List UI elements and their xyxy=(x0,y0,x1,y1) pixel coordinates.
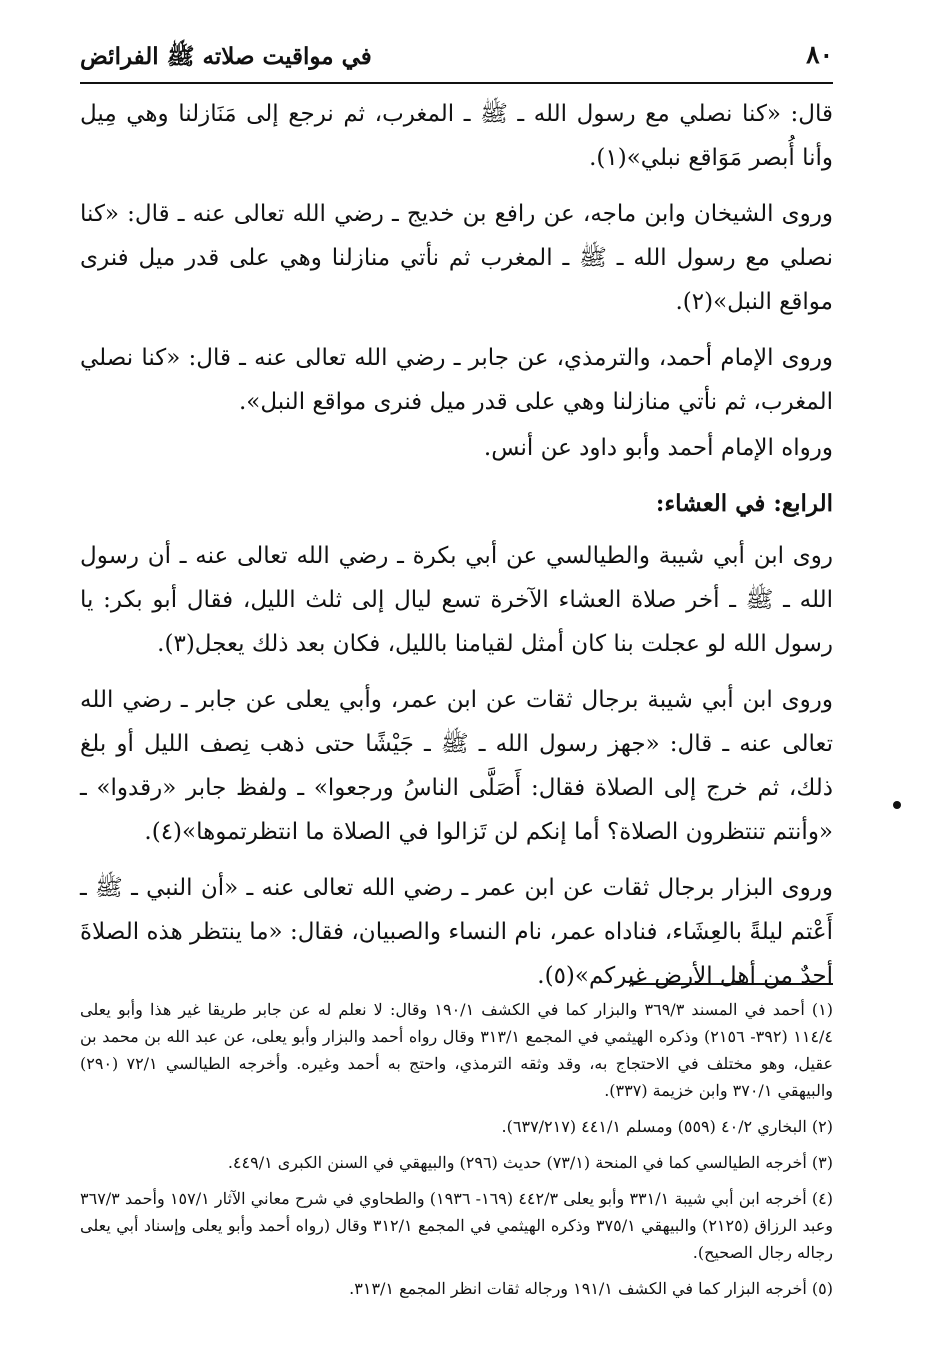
paragraph: قال: «كنا نصلي مع رسول الله ـ ﷺ ـ المغرب، ثم نرجع إلى مَنَازلنا وهي مِيل وأنا أُبصر مَوَاقع نبلي»(١). xyxy=(80,101,833,171)
section-heading: الرابع: في العشاء: xyxy=(655,490,833,517)
footnote: (٥) أخرجه البزار كما في الكشف ١٩١/١ ورجاله ثقات انظر المجمع ٣١٣/١. xyxy=(349,1279,833,1298)
running-title: في مواقيت صلاته ﷺ الفرائض xyxy=(80,43,372,70)
paragraph: وروى الإمام أحمد، والترمذي، عن جابر ـ رضي الله تعالى عنه ـ قال: «كنا نصلي المغرب، ثم نأتي منازلنا وهي على قدر ميل فنرى مواقع النبل». xyxy=(80,345,833,415)
footnotes xyxy=(80,996,833,1311)
paragraph: ورواه الإمام أحمد وأبو داود عن أنس. xyxy=(483,435,833,461)
footnote: (٢) البخاري ٤٠/٢ (٥٥٩) ومسلم ٤٤١/١ (٦٣٧/٢١٧). xyxy=(501,1117,833,1136)
running-header xyxy=(80,38,833,84)
footnote: (١) أحمد في المسند ٣٦٩/٣ والبزار كما في الكشف ١٩٠/١ وقال: لا نعلم له عن جابر طريقا غير هذا وأبو يعلى ١١٤/٤ (٣٩٢- ٢١٥٦) وذكره الهيثمي في المجمع ٣١٣/١ وقال رواه أحمد والبزار وأبو يعلى، عن عبد الله بن محمد بن عقيل، وهو مختلف في الاحتجاج به، وقد وثقه الترمذي، واحتج به أحمد وغيره. وأخرجه الطيالسي ٧٢/١ (٢٩٠) والبيهقي ٣٧٠/١ وابن خزيمة (٣٣٧). xyxy=(80,1000,834,1100)
paragraph: روى ابن أبي شيبة والطيالسي عن أبي بكرة ـ رضي الله تعالى عنه ـ أن رسول الله ـ ﷺ ـ أخر صلاة العشاء الآخرة تسع ليال إلى ثلث الليل، فقال أبو بكر: يا رسول الله لو عجلت بنا كان أمثل لقيامنا بالليل، فكان بعد ذلك يعجل(٣). xyxy=(80,543,833,657)
paragraph: وروى الشيخان وابن ماجه، عن رافع بن خديج ـ رضي الله تعالى عنه ـ قال: «كنا نصلي مع رسول الله ـ ﷺ ـ المغرب ثم نأتي منازلنا وهي على قدر ميل فنرى مواقع النبل»(٢). xyxy=(80,201,833,315)
footnote: (٤) أخرجه ابن أبي شيبة ٣٣١/١ وأبو يعلى ٤٤٢/٣ (١٦٩- ١٩٣٦) والطحاوي في شرح معاني الآثار ١٥٧/١ وأحمد ٣٦٧/٣ وعبد الرزاق (٢١٢٥) والبيهقي ٣٧٥/١ وذكره الهيثمي في المجمع ٣١٢/١ وقال (رواه أحمد وأبو يعلى وإسناد أبي يعلى رجاله رجال الصحيح). xyxy=(80,1189,834,1262)
page-number: ٨٠ xyxy=(806,40,833,69)
paragraph: وروى البزار برجال ثقات عن ابن عمر ـ رضي الله تعالى عنه ـ «أن النبي ـ ﷺ ـ أَعْتم ليلةً بالعِشَاء، فناداه عمر، نام النساء والصبيان، فقال: «ما ينتظر هذه الصلاةَ أحدٌ من أهل الأرض غيركم»(٥). xyxy=(80,875,833,989)
footnote: (٣) أخرجه الطيالسي كما في المنحة (٧٣/١) حديث (٢٩٦) والبيهقي في السنن الكبرى ٤٤٩/١. xyxy=(227,1153,833,1172)
paragraph: وروى ابن أبي شيبة برجال ثقات عن ابن عمر، وأبي يعلى عن جابر ـ رضي الله تعالى عنه ـ قال: «جهز رسول الله ـ ﷺ ـ جَيْشًا حتى ذهب نِصف الليل أو بلغ ذلك، ثم خرج إلى الصلاة فقال: أَصَلَّى الناسُ ورجعوا» ـ ولفظ جابر «رقدوا» ـ «وأنتم تنتظرون الصلاة؟ أما إنكم لن تَزالوا في الصلاة ما انتظرتموها»(٤). xyxy=(80,687,833,845)
margin-dot xyxy=(893,801,901,809)
main-text xyxy=(80,92,833,1010)
footnote-separator xyxy=(630,983,833,985)
